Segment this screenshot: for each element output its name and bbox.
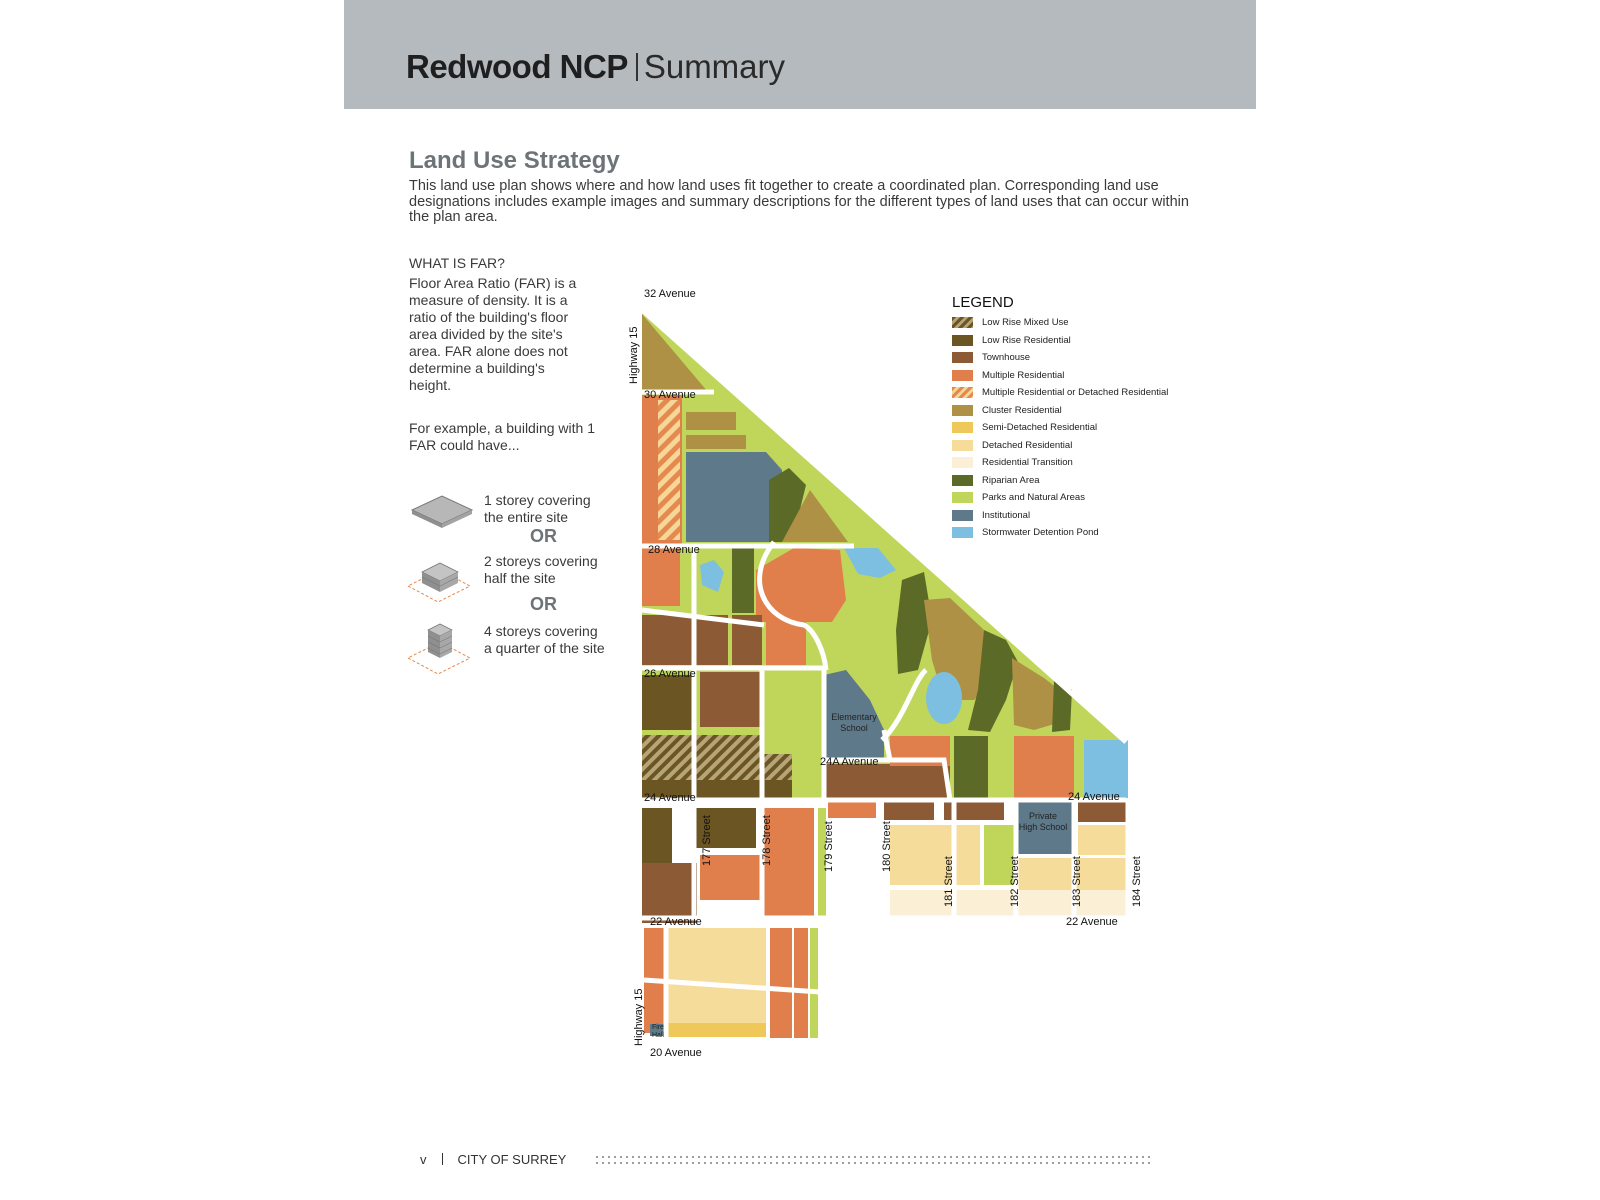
road-label-20-ave: 20 Avenue [650, 1047, 702, 1059]
legend-item [952, 367, 1168, 385]
document-page [344, 0, 1256, 1200]
multi-res-20-east-2 [794, 928, 808, 1038]
legend-label: Multiple Residential or Detached Residential [982, 387, 1169, 399]
road-label-hwy15-south: Highway 15 [633, 988, 645, 1046]
page-footer [420, 1152, 566, 1167]
road-label-177-st: 177 Street [701, 815, 713, 866]
two-storey-icon [406, 554, 476, 606]
townhouse-24a-2 [890, 766, 950, 800]
legend-item [952, 524, 1168, 542]
low-rise-26-a [642, 675, 692, 730]
fire-hall-label-1: Fire [652, 1024, 665, 1031]
multi-det-hatch [658, 400, 680, 540]
private-school-label-2: High School [1018, 822, 1068, 832]
parks-20-east [810, 928, 818, 1038]
road-label-24-ave-east: 24 Avenue [1068, 791, 1120, 803]
header-title-bold: Redwood NCP [406, 48, 628, 85]
legend-item [952, 384, 1168, 402]
header-title-light: Summary [643, 48, 786, 85]
legend-item [952, 349, 1168, 367]
road-label-24a-ave: 24A Avenue [820, 756, 879, 768]
detached-181-a [890, 825, 980, 885]
road-label-30-ave: 30 Avenue [644, 389, 696, 401]
or-label-2: OR [530, 594, 557, 614]
footer-divider [442, 1153, 443, 1165]
far-definition: Floor Area Ratio (FAR) is a measure of density. It is a ratio of the building's floor area divided by the site's area. FAR alone does not determine a building's height. [409, 275, 577, 393]
elementary-school-label-2: School [840, 723, 868, 733]
legend-item [952, 332, 1168, 350]
institutional-north [686, 452, 782, 542]
map-legend [952, 294, 1168, 542]
road-label-180-st: 180 Street [881, 821, 893, 872]
legend-label: Residential Transition [982, 457, 1073, 469]
road-label-22-ave-west: 22 Avenue [650, 916, 702, 928]
legend-swatch [952, 457, 973, 468]
legend-label: Low Rise Mixed Use [982, 317, 1069, 329]
low-rise-24-22-a [642, 808, 672, 863]
legend-item [952, 419, 1168, 437]
parks-26-central [764, 672, 824, 754]
legend-swatch [952, 405, 973, 416]
townhouse-26-e [700, 672, 760, 727]
townhouse-24-strip-a [884, 802, 934, 820]
townhouse-26-a [642, 615, 692, 665]
legend-label: Semi-Detached Residential [982, 422, 1098, 434]
legend-swatch [952, 510, 973, 521]
page-header [344, 0, 1256, 109]
far-example-intro: For example, a building with 1 FAR could have... [409, 420, 595, 453]
pond-east [926, 672, 962, 724]
road-label-28-ave: 28 Avenue [648, 544, 700, 556]
legend-label: Detached Residential [982, 439, 1073, 451]
legend-swatch [952, 440, 973, 451]
legend-label: Parks and Natural Areas [982, 492, 1085, 504]
semi-detached-20 [666, 1023, 766, 1037]
header-title [406, 48, 785, 86]
header-divider [636, 53, 638, 81]
road-label-26-ave: 26 Avenue [644, 668, 696, 680]
road-label-184-st: 184 Street [1131, 856, 1143, 907]
legend-items [952, 314, 1168, 542]
road-label-32-ave: 32 Avenue [644, 288, 696, 300]
multi-res-20-east [770, 928, 792, 1038]
detached-183-184-b [1078, 825, 1128, 855]
footer-dots [594, 1154, 1154, 1166]
legend-item [952, 454, 1168, 472]
elementary-school-label-1: Elementary [831, 712, 877, 722]
one-storey-icon [410, 488, 474, 528]
multi-res-28-26-west [642, 548, 680, 606]
legend-swatch [952, 335, 973, 346]
legend-swatch [952, 370, 973, 381]
far-option-2: 2 storeys covering half the site [484, 553, 598, 586]
road-label-24-ave-west: 24 Avenue [644, 792, 696, 804]
private-school-label-1: Private [1028, 811, 1058, 821]
road-label-hwy15-north: Highway 15 [628, 326, 640, 384]
legend-item [952, 437, 1168, 455]
pond-24a [1084, 740, 1128, 798]
fire-hall-label-2: Hall [652, 1032, 665, 1039]
road-label-178-st: 178 Street [761, 815, 773, 866]
legend-label: Riparian Area [982, 474, 1040, 486]
detached-20-a [666, 928, 766, 1023]
legend-swatch [952, 422, 973, 433]
road-label-179-st: 179 Street [823, 821, 835, 872]
legend-label: Low Rise Residential [982, 334, 1071, 346]
legend-swatch [952, 387, 973, 398]
section-intro: This land use plan shows where and how land uses fit together to create a coordinated plan. Corresponding land use designations includes example images and summary descriptions for the different types of land uses that can occur within the plan area. [409, 178, 1189, 225]
legend-item [952, 402, 1168, 420]
road-label-183-st: 183 Street [1071, 856, 1083, 907]
legend-swatch [952, 492, 973, 503]
legend-item [952, 314, 1168, 332]
legend-swatch [952, 317, 973, 328]
legend-label: Institutional [982, 509, 1031, 521]
riparian-28-a [732, 548, 754, 613]
or-label-1: OR [530, 526, 557, 546]
riparian-24a [954, 736, 988, 800]
legend-label: Cluster Residential [982, 404, 1062, 416]
townhouse-24a-4 [824, 764, 890, 800]
legend-swatch [952, 475, 973, 486]
four-storey-icon [406, 618, 476, 676]
legend-label: Stormwater Detention Pond [982, 527, 1099, 539]
road-label-181-st: 181 Street [943, 856, 955, 907]
multi-res-24-strip [828, 802, 876, 818]
townhouse-24-22-a [642, 863, 697, 923]
multi-res-24a-3 [1014, 736, 1074, 800]
townhouse-184 [1078, 802, 1128, 822]
road-label-22-ave-east: 22 Avenue [1066, 916, 1118, 928]
legend-label: Multiple Residential [982, 369, 1065, 381]
page-number: v [420, 1152, 427, 1167]
far-option-1: 1 storey covering the entire site [484, 492, 591, 525]
cluster-30-ave-2 [686, 435, 746, 449]
far-question: WHAT IS FAR? [409, 255, 505, 271]
legend-item [952, 489, 1168, 507]
legend-item [952, 507, 1168, 525]
far-option-3: 4 storeys covering a quarter of the site [484, 623, 605, 656]
legend-label: Townhouse [982, 352, 1031, 364]
legend-swatch [952, 527, 973, 538]
cluster-30-ave [686, 412, 736, 430]
section-title: Land Use Strategy [409, 147, 620, 174]
road-label-182-st: 182 Street [1009, 856, 1021, 907]
footer-org: CITY OF SURREY [457, 1152, 567, 1167]
legend-item [952, 472, 1168, 490]
legend-swatch [952, 352, 973, 363]
legend-title: LEGEND [952, 294, 1014, 311]
